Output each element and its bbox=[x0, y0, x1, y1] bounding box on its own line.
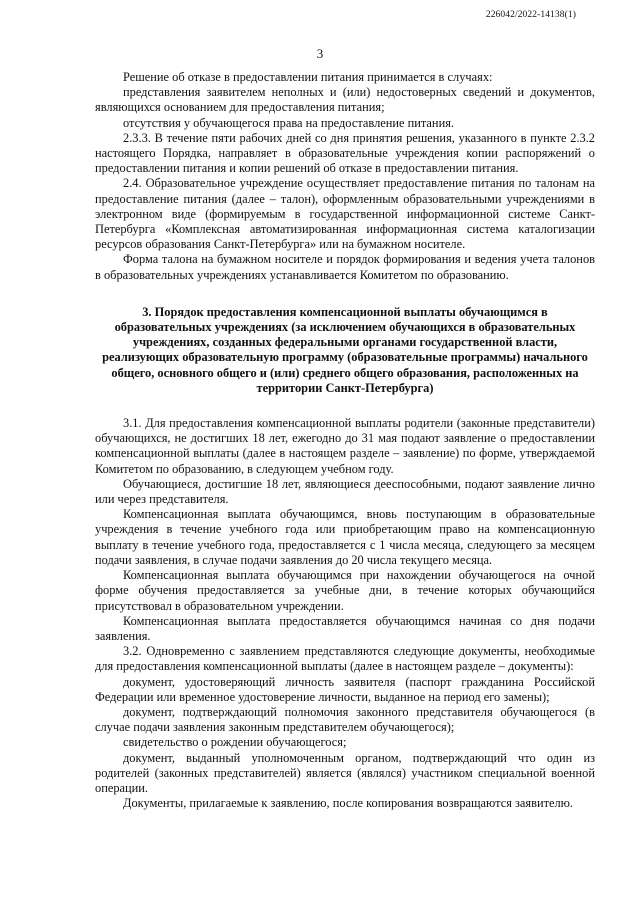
paragraph: 3.1. Для предоставления компенсационной выплаты родители (законные представители) обучающихся, не достигших 18 лет, ежегодно до 31 мая подают заявление о предоставлении компенсационной выплаты (далее в настоящем разделе – заявление) по форме, утверждаемой Комитетом по образованию, в следующем учебном году. bbox=[95, 416, 595, 476]
paragraph: 2.4. Образовательное учреждение осуществляет предоставление питания по талонам на предоставление питания (далее – талон), оформленным образовательными учреждениями в электронном виде (формируемым в государственной информационной системе Санкт-Петербурга «Комплексная автоматизированная информационная система каталогизации ресурсов образования Санкт-Петербурга» или на бумажном носителе. bbox=[95, 176, 595, 252]
document-id: 226042/2022-14138(1) bbox=[485, 10, 576, 20]
paragraph: документ, удостоверяющий личность заявителя (паспорт гражданина Российской Федерации или временное удостоверение личности, выданное на период его замены); bbox=[95, 674, 595, 704]
paragraph: 3.2. Одновременно с заявлением представляются следующие документы, необходимые для предоставления компенсационной выплаты (далее в настоящем разделе – документы): bbox=[95, 644, 595, 674]
paragraph: документ, подтверждающий полномочия законного представителя обучающегося (в случае подачи заявления законным представителем обучающегося); bbox=[95, 704, 595, 735]
paragraph: Компенсационная выплата обучающимся при нахождении обучающегося на очной форме обучения предоставляется за учебные дни, в течение которых обучающийся присутствовал в образовательном учреждении. bbox=[95, 568, 595, 613]
document-body bbox=[95, 70, 595, 811]
paragraph: отсутствия у обучающегося права на предоставление питания. bbox=[123, 115, 454, 130]
paragraph: Обучающиеся, достигшие 18 лет, являющиеся дееспособными, подают заявление лично или через представителя. bbox=[95, 476, 595, 507]
paragraph: Документы, прилагаемые к заявлению, после копирования возвращаются заявителю. bbox=[123, 796, 574, 811]
paragraph: Форма талона на бумажном носителе и порядок формирования и ведения учета талонов в образовательных учреждениях устанавливается Комитетом по образованию. bbox=[95, 252, 595, 282]
paragraph: Компенсационная выплата обучающимся, вновь поступающим в образовательные учреждения в течение учебного года или приобретающим право на компенсационную выплату в течение учебного года, предоставляется с 1 числа месяца, следующего за месяцем подачи заявления, в случае подачи заявления до 20 числа текущего месяца. bbox=[95, 507, 595, 567]
page-number: 3 bbox=[316, 46, 324, 61]
section-heading: 3. Порядок предоставления компенсационной выплаты обучающимся в образовательных учреждениях (за исключением обучающихся в образовательных учреждениях, созданных федеральными органами государственной власти, реализующих образовательную программу (образовательные программы) начального общего, основного общего и (или) среднего общего образования, расположенных на территории Санкт-Петербурга) bbox=[102, 304, 588, 395]
paragraph: 2.3.3. В течение пяти рабочих дней со дня принятия решения, указанного в пункте 2.3.2 настоящего Порядка, направляет в образовательные учреждения копии распоряжений о предоставлении питания и копии решений об отказе в предоставлении питания. bbox=[95, 130, 595, 176]
paragraph: представления заявителем неполных и (или) недостоверных сведений и документов, являющихся основанием для предоставления питания; bbox=[95, 85, 595, 115]
paragraph: Компенсационная выплата предоставляется обучающимся начиная со дня подачи заявления. bbox=[95, 613, 595, 643]
paragraph: Решение об отказе в предоставлении питания принимается в случаях: bbox=[123, 70, 493, 84]
paragraph: документ, выданный уполномоченным органом, подтверждающий что один из родителей (законных представителей) является (являлся) участником специальной военной операции. bbox=[95, 750, 595, 795]
paragraph: свидетельство о рождении обучающегося; bbox=[123, 735, 347, 750]
